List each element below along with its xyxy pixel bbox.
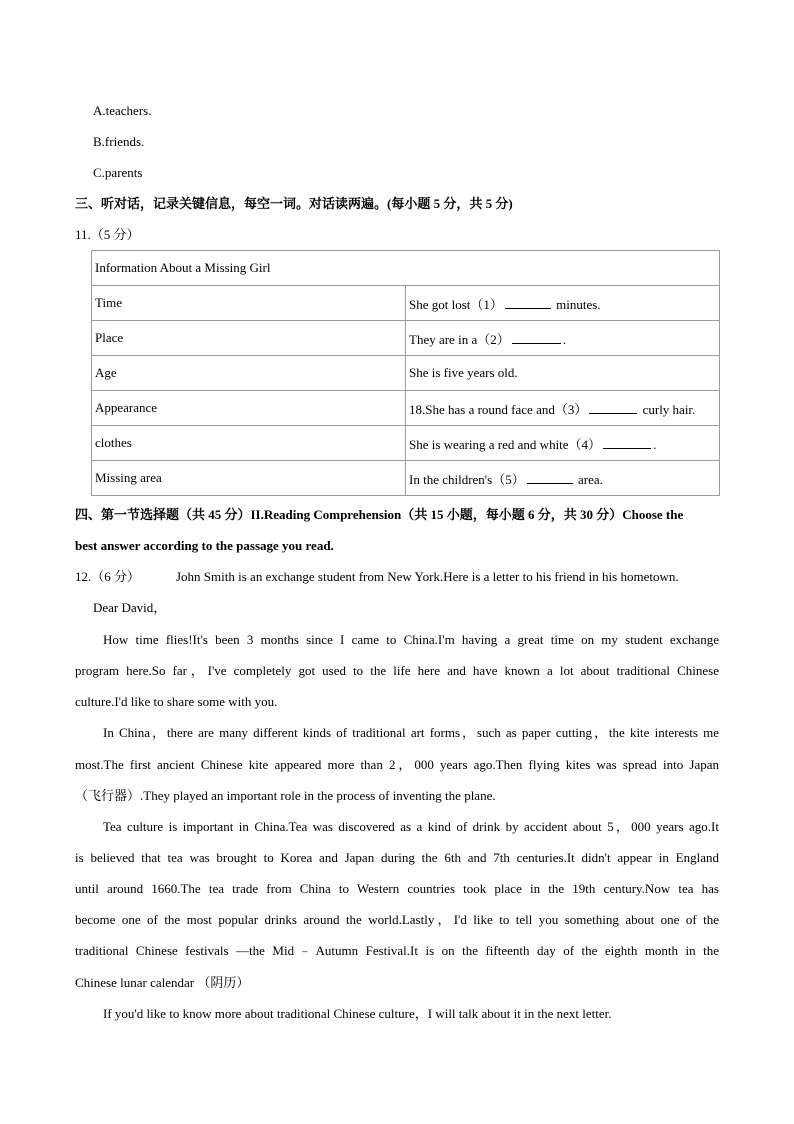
- row-text-after: minutes.: [552, 296, 601, 312]
- letter-line: In China，there are many different kinds of traditional art forms，such as paper cutting，the kite interests me: [103, 725, 719, 740]
- row-text: She is five years old.: [409, 365, 518, 380]
- table-row: [92, 391, 720, 426]
- row-text: They are in a（2）: [409, 331, 510, 347]
- letter-line: （飞行器）.They played an important role in the process of inventing the plane.: [75, 788, 496, 803]
- row-value: [406, 286, 720, 321]
- row-label: Appearance: [92, 391, 406, 426]
- table-row: [92, 461, 720, 496]
- missing-girl-table: [91, 250, 720, 496]
- row-label: Time: [92, 286, 406, 321]
- row-value: [406, 356, 720, 391]
- blank-4[interactable]: [603, 437, 651, 449]
- letter-line: How time flies!It's been 3 months since I came to China.I'm having a great time on my student exchange: [103, 632, 719, 647]
- blank-1[interactable]: [505, 297, 551, 309]
- row-value: [406, 426, 720, 461]
- section-4-heading-cont: best answer according to the passage you read.: [75, 538, 334, 553]
- option-b: B.friends.: [93, 134, 145, 149]
- section-3-heading: 三、听对话，记录关键信息，每空一词。对话读两遍。(每小题 5 分，共 5 分): [75, 196, 513, 211]
- letter-line: program here.So far，I've completely got used to the life here and have known a lot about traditional Chinese: [75, 663, 719, 678]
- row-value: [406, 391, 720, 426]
- blank-2[interactable]: [512, 332, 561, 344]
- row-text-after: .: [653, 436, 657, 452]
- row-text: In the children's（5）: [409, 471, 525, 487]
- row-text-after: area.: [574, 471, 603, 487]
- question-11-label: 11.（5 分）: [75, 227, 140, 242]
- row-text: 18.She has a round face and（3）: [409, 401, 588, 417]
- letter-line: traditional Chinese festivals —the Mid﹣Autumn Festival.It is on the fifteenth day of the eighth month in the: [75, 943, 719, 958]
- letter-line: is believed that tea was brought to Korea and Japan during the 6th and 7th centuries.It didn't appear in England: [75, 850, 719, 865]
- table-title-row: [92, 251, 720, 286]
- row-text: She is wearing a red and white（4）: [409, 436, 602, 452]
- letter-line: If you'd like to know more about traditional Chinese culture，I will talk about it in the next letter.: [103, 1006, 612, 1021]
- letter-line: Tea culture is important in China.Tea was discovered as a kind of drink by accident about 5，000 years ago.It: [103, 819, 719, 834]
- table-title: Information About a Missing Girl: [92, 251, 720, 286]
- letter-salutation: Dear David，: [93, 600, 167, 615]
- row-label: Place: [92, 321, 406, 356]
- question-12-label: 12.（6 分）: [75, 569, 141, 584]
- question-12-intro: John Smith is an exchange student from New York.Here is a letter to his friend in his hometown.: [176, 569, 679, 584]
- table-row: [92, 426, 720, 461]
- blank-5[interactable]: [527, 472, 573, 484]
- letter-line: until around 1660.The tea trade from China to Western countries took place in the 19th century.Now tea has: [75, 881, 719, 896]
- row-value: [406, 321, 720, 356]
- table-row: [92, 321, 720, 356]
- row-label: Missing area: [92, 461, 406, 496]
- option-a: A.teachers.: [93, 103, 152, 118]
- section-4-heading: 四、第一节选择题（共 45 分）II.Reading Comprehension（共 15 小题，每小题 6 分，共 30 分）Choose the: [75, 507, 684, 522]
- letter-line: most.The first ancient Chinese kite appeared more than 2，000 years ago.Then flying kites was spread into Japan: [75, 757, 719, 772]
- row-value: [406, 461, 720, 496]
- letter-line: become one of the most popular drinks around the world.Lastly，I'd like to tell you something about one of the: [75, 912, 719, 927]
- row-label: clothes: [92, 426, 406, 461]
- row-label: Age: [92, 356, 406, 391]
- table-row: [92, 286, 720, 321]
- row-text-after: curly hair.: [639, 401, 696, 417]
- option-c: C.parents: [93, 165, 143, 180]
- table-row: [92, 356, 720, 391]
- row-text: She got lost（1）: [409, 296, 503, 312]
- blank-3[interactable]: [589, 402, 637, 414]
- row-text-after: .: [562, 331, 566, 347]
- letter-line: Chinese lunar calendar （阴历）: [75, 975, 250, 990]
- letter-line: culture.I'd like to share some with you.: [75, 694, 278, 709]
